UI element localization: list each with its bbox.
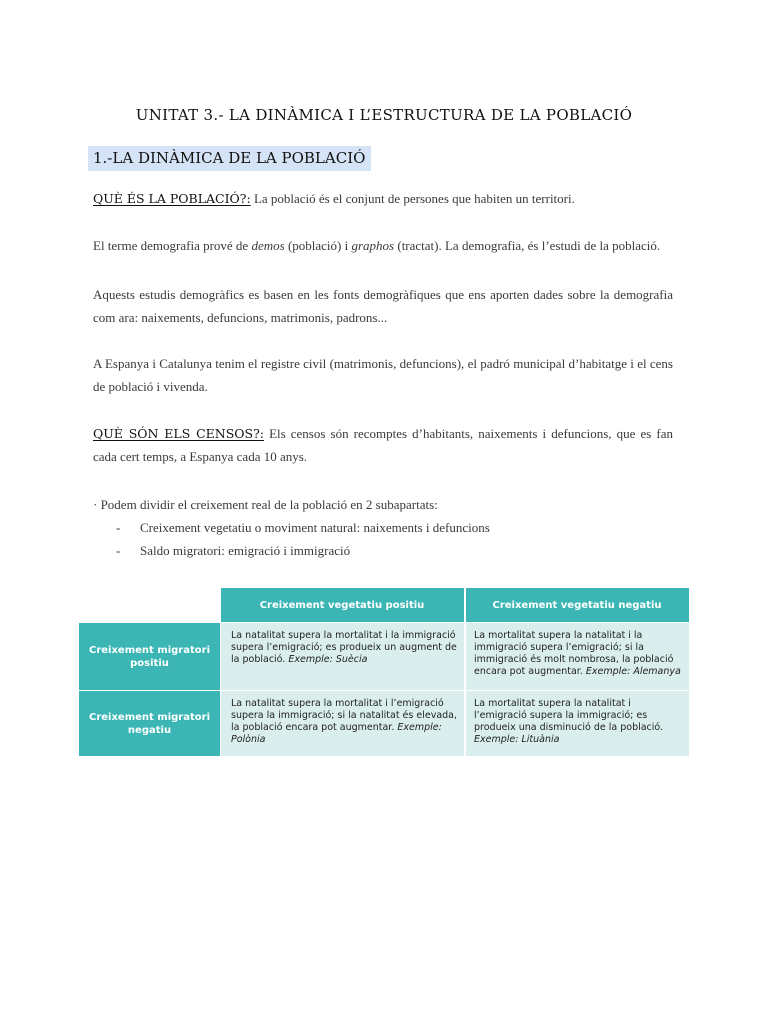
censos-definition xyxy=(93,422,673,468)
column-divider xyxy=(220,588,221,756)
table-cell xyxy=(220,691,464,756)
demografia-paragraph xyxy=(93,234,673,257)
graphos-term: graphos xyxy=(351,238,395,253)
creixement-intro: · Podem dividir el creixement real de la població en 2 subapartats: xyxy=(93,497,438,512)
dash-marker: - xyxy=(116,520,121,535)
demografia-text-3: (tractat). La demografia, és l’estudi de la població. xyxy=(394,238,661,253)
registre-paragraph: A Espanya i Catalunya tenim el registre civil (matrimonis, defuncions), el padró municipal d’habitatge i el cens de població i vivenda. xyxy=(93,356,673,394)
table-cell xyxy=(220,623,464,690)
demos-term: demos xyxy=(251,238,285,253)
table-corner xyxy=(79,588,220,622)
cell-example: Exemple: Lituània xyxy=(474,734,560,745)
demografia-text-1: El terme demografia prové de xyxy=(93,238,252,253)
dash-marker: - xyxy=(116,543,121,558)
cell-example: Exemple: Suècia xyxy=(288,654,368,665)
row-divider xyxy=(79,622,689,623)
table-cell xyxy=(465,691,689,756)
page-title: UNITAT 3.- LA DINÀMICA I L’ESTRUCTURA DE LA POBLACIÓ xyxy=(135,106,633,124)
column-divider xyxy=(464,588,466,756)
col-header-vegetatiu-negatiu: Creixement vegetatiu negatiu xyxy=(465,588,689,622)
cell-example: Exemple: Alemanya xyxy=(585,666,681,677)
col-header-vegetatiu-positiu: Creixement vegetatiu positiu xyxy=(220,588,464,622)
row-header-migratori-negatiu: Creixement migratori negatiu xyxy=(79,691,220,756)
fonts-paragraph: Aquests estudis demogràfics es basen en les fonts demogràfiques que ens aporten dades sobre la demografia com ara: naixements, defuncions, matrimonis, padrons... xyxy=(93,287,673,325)
list-item xyxy=(93,516,490,539)
creixement-table xyxy=(79,588,689,756)
poblacio-question-label: QUÈ ÉS LA POBLACIÓ?: xyxy=(93,191,251,206)
row-header-migratori-positiu: Creixement migratori positiu xyxy=(79,623,220,690)
section-heading: 1.-LA DINÀMICA DE LA POBLACIÓ xyxy=(88,146,371,171)
row-divider xyxy=(79,690,689,691)
cell-text: La natalitat supera la mortalitat i la immigració supera l’emigració; es produeix un augment de la població. xyxy=(231,630,457,665)
censos-question-label: QUÈ SÓN ELS CENSOS?: xyxy=(93,426,264,441)
poblacio-definition xyxy=(93,187,673,210)
demografia-text-2: (població) i xyxy=(284,238,352,253)
cell-text: La natalitat supera la mortalitat i l’emigració supera la immigració; si la natalitat és elevada, la població encara pot augmentar. xyxy=(231,698,458,733)
list-item-text: Creixement vegetatiu o moviment natural: naixements i defuncions xyxy=(140,520,490,535)
cell-text: La mortalitat supera la natalitat i la immigració supera l’emigració; si la immigració és molt nombrosa, la població encara pot augmentar. xyxy=(474,630,674,677)
table-cell xyxy=(465,623,689,690)
creixement-list xyxy=(93,516,490,562)
cell-text: La mortalitat supera la natalitat i l’emigració supera la immigració; es produeix una disminució de la població. xyxy=(474,698,664,733)
list-item-text: Saldo migratori: emigració i immigració xyxy=(140,543,351,558)
poblacio-definition-text: La població és el conjunt de persones que habiten un territori. xyxy=(250,191,575,206)
list-item xyxy=(93,539,490,562)
cell-example: Exemple: Polònia xyxy=(231,722,442,745)
censos-definition-text: Els censos són recomptes d’habitants, naixements i defuncions, que es fan cada cert temps, a Espanya cada 10 anys. xyxy=(93,426,673,464)
